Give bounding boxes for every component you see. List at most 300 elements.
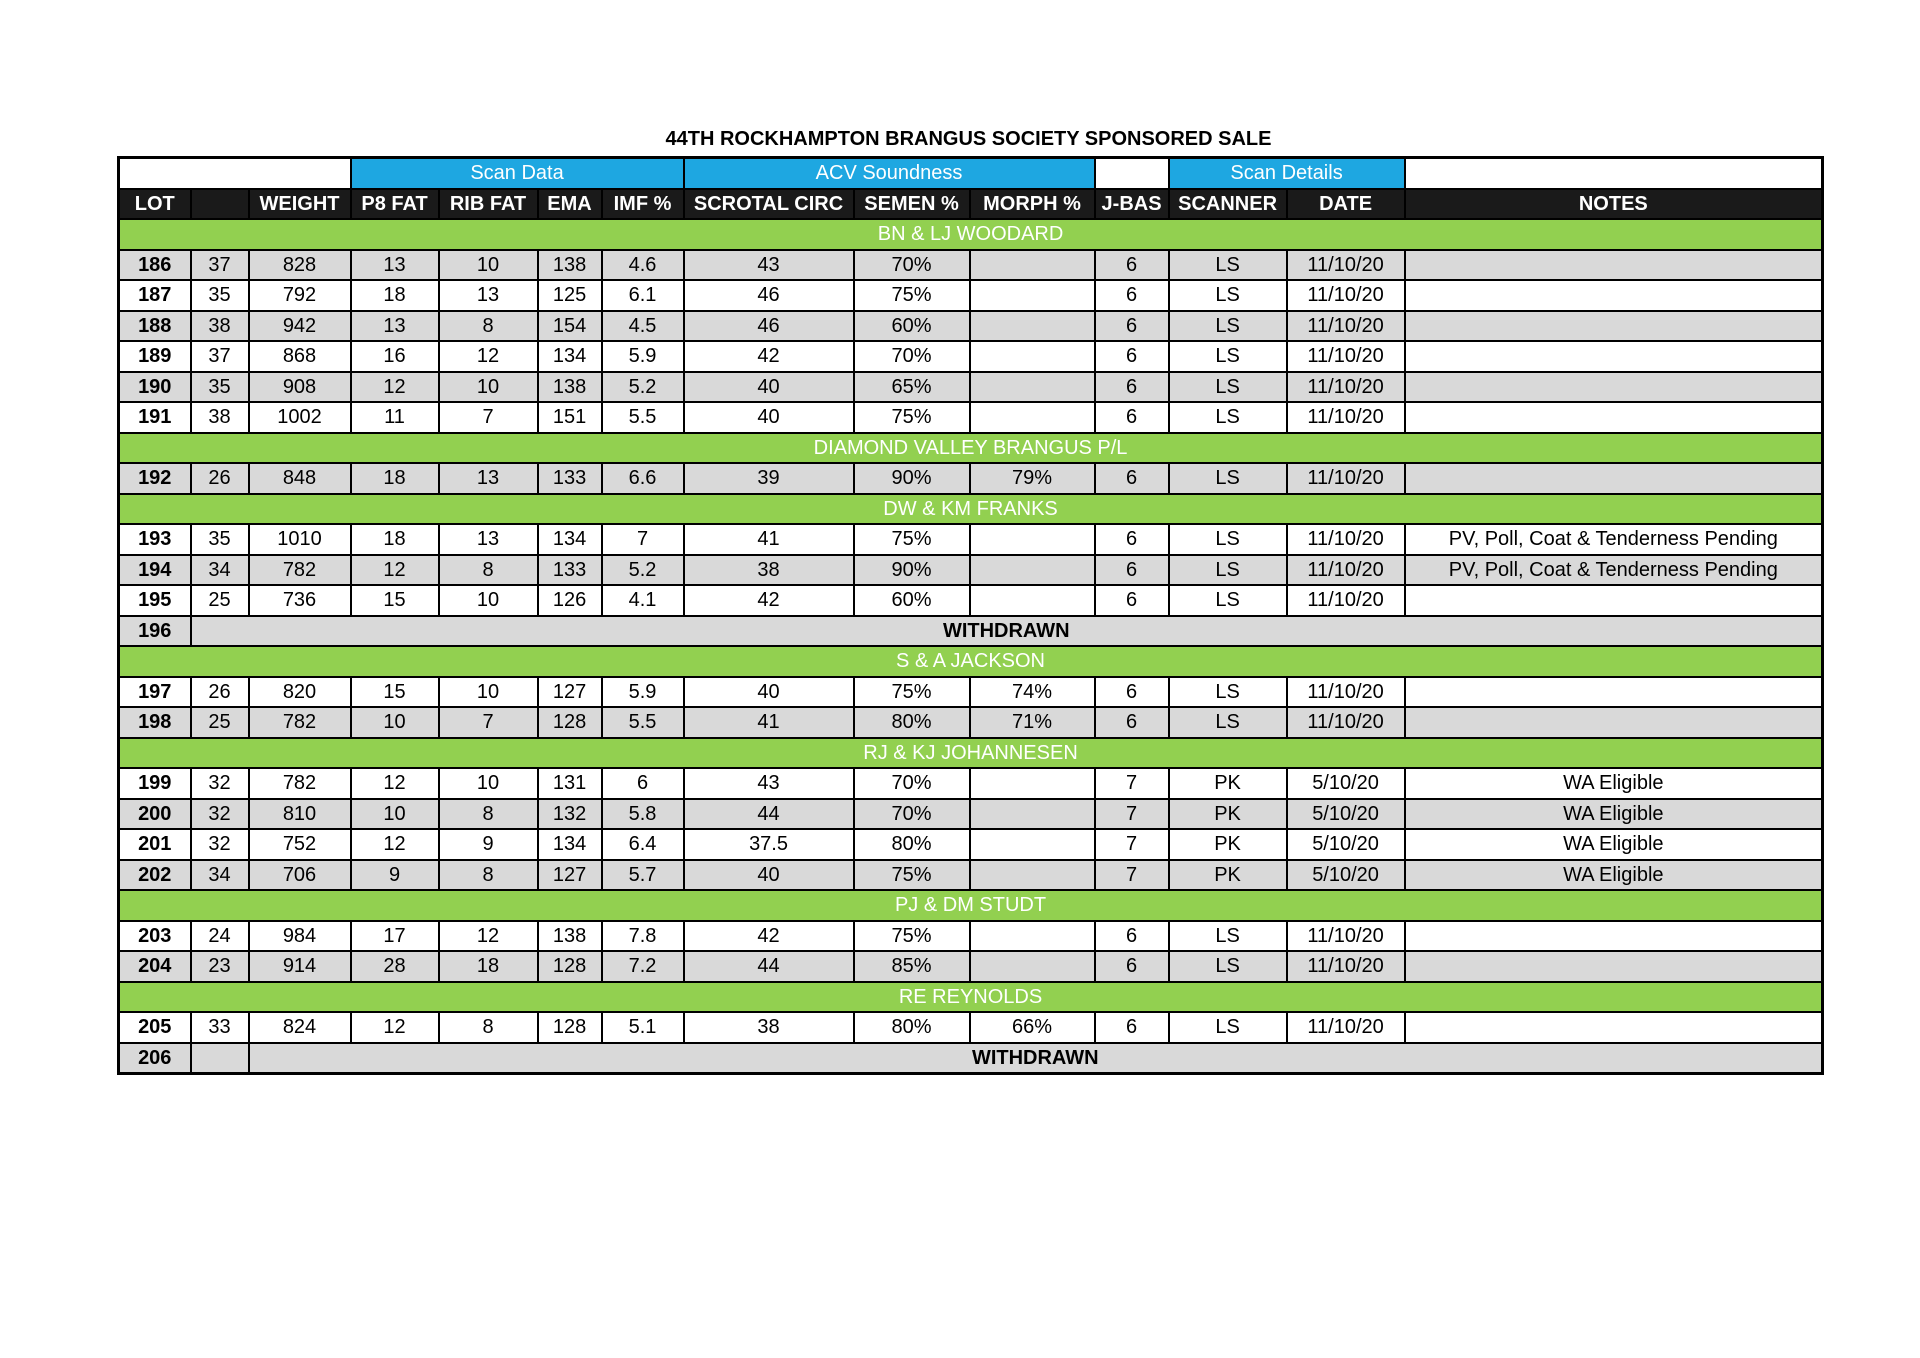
table-row: [119, 585, 1823, 616]
owner-name: RJ & KJ JOHANNESEN: [119, 738, 1823, 769]
table-cell: 5/10/20: [1287, 768, 1405, 799]
table-cell: [1405, 951, 1823, 982]
table-cell: LS: [1169, 372, 1287, 403]
column-header: SCROTAL CIRC: [684, 189, 854, 220]
table-cell: [1405, 280, 1823, 311]
table-cell: LS: [1169, 341, 1287, 372]
lot-cell: 203: [119, 921, 191, 952]
table-cell: [970, 555, 1095, 586]
table-cell: LS: [1169, 250, 1287, 281]
table-cell: 33: [191, 1012, 249, 1043]
table-cell: 7: [439, 707, 538, 738]
table-cell: 18: [351, 280, 439, 311]
table-cell: 16: [351, 341, 439, 372]
table-cell: 7.8: [602, 921, 684, 952]
table-cell: 75%: [854, 921, 970, 952]
table-cell: 6: [1095, 677, 1169, 708]
owner-row: [119, 738, 1823, 769]
table-cell: 7: [1095, 860, 1169, 891]
table-cell: 32: [191, 829, 249, 860]
table-cell: PK: [1169, 799, 1287, 830]
table-cell: 6: [602, 768, 684, 799]
table-cell: 41: [684, 707, 854, 738]
table-cell: [970, 799, 1095, 830]
table-cell: 6: [1095, 463, 1169, 494]
column-header: SCANNER: [1169, 189, 1287, 220]
table-cell: [970, 280, 1095, 311]
table-cell: LS: [1169, 463, 1287, 494]
table-cell: 46: [684, 280, 854, 311]
table-cell: 6: [1095, 250, 1169, 281]
table-cell: 60%: [854, 311, 970, 342]
table-cell: 10: [351, 799, 439, 830]
table-cell: 25: [191, 707, 249, 738]
table-cell: 782: [249, 555, 351, 586]
table-cell: 80%: [854, 707, 970, 738]
table-row: [119, 677, 1823, 708]
page-title: 44TH ROCKHAMPTON BRANGUS SOCIETY SPONSORED SALE: [665, 128, 1272, 150]
table-cell: 11/10/20: [1287, 585, 1405, 616]
table-cell: 5.1: [602, 1012, 684, 1043]
table-cell: LS: [1169, 524, 1287, 555]
table-cell: 820: [249, 677, 351, 708]
table-cell: 6: [1095, 585, 1169, 616]
table-cell: 13: [439, 280, 538, 311]
table-cell: 40: [684, 402, 854, 433]
table-cell: 13: [351, 311, 439, 342]
table-cell: 28: [351, 951, 439, 982]
table-cell: [1405, 463, 1823, 494]
table-row: [119, 829, 1823, 860]
table-cell: 42: [684, 921, 854, 952]
table-cell: 6: [1095, 341, 1169, 372]
column-header: EMA: [538, 189, 602, 220]
lot-cell: 199: [119, 768, 191, 799]
table-cell: 6: [1095, 707, 1169, 738]
table-cell: 12: [351, 1012, 439, 1043]
table-cell: LS: [1169, 921, 1287, 952]
table-cell: 6: [1095, 280, 1169, 311]
column-header: LOT: [119, 189, 191, 220]
owner-row: [119, 890, 1823, 921]
lot-cell: 195: [119, 585, 191, 616]
table-cell: 138: [538, 921, 602, 952]
table-cell: 71%: [970, 707, 1095, 738]
owner-name: BN & LJ WOODARD: [119, 219, 1823, 250]
table-cell: 11/10/20: [1287, 463, 1405, 494]
table-cell: [1405, 677, 1823, 708]
table-cell: [1405, 707, 1823, 738]
table-cell: [970, 768, 1095, 799]
table-cell: 12: [351, 829, 439, 860]
table-cell: 128: [538, 707, 602, 738]
table-cell: 134: [538, 524, 602, 555]
table-cell: 75%: [854, 677, 970, 708]
lot-cell: 192: [119, 463, 191, 494]
table-cell: 8: [439, 860, 538, 891]
lot-cell: 200: [119, 799, 191, 830]
table-cell: 11/10/20: [1287, 555, 1405, 586]
column-header: IMF %: [602, 189, 684, 220]
table-cell: 38: [684, 1012, 854, 1043]
group-header-blank: [119, 158, 351, 189]
table-cell: 5.9: [602, 677, 684, 708]
table-cell: 133: [538, 463, 602, 494]
table-cell: 7: [602, 524, 684, 555]
table-cell: 5.8: [602, 799, 684, 830]
table-cell: 18: [351, 463, 439, 494]
group-header-scan-details: Scan Details: [1169, 158, 1405, 189]
table-cell: 90%: [854, 463, 970, 494]
table-cell: 11/10/20: [1287, 921, 1405, 952]
table-cell: [970, 524, 1095, 555]
table-cell: WA Eligible: [1405, 860, 1823, 891]
table-cell: 126: [538, 585, 602, 616]
table-cell: 11/10/20: [1287, 1012, 1405, 1043]
table-cell: 125: [538, 280, 602, 311]
column-header: MORPH %: [970, 189, 1095, 220]
table-cell: 6.1: [602, 280, 684, 311]
table-cell: 11/10/20: [1287, 341, 1405, 372]
table-cell: 12: [439, 921, 538, 952]
table-cell: 38: [191, 402, 249, 433]
table-cell: 6: [1095, 951, 1169, 982]
column-header: WEIGHT: [249, 189, 351, 220]
table-cell: 10: [439, 768, 538, 799]
table-cell: 32: [191, 768, 249, 799]
owner-row: [119, 982, 1823, 1013]
table-cell: LS: [1169, 402, 1287, 433]
table-cell: 10: [439, 585, 538, 616]
table-row: [119, 555, 1823, 586]
table-cell: 7: [1095, 768, 1169, 799]
table-cell: 848: [249, 463, 351, 494]
table-cell: PV, Poll, Coat & Tenderness Pending: [1405, 524, 1823, 555]
withdrawn-label: WITHDRAWN: [191, 616, 1823, 647]
table-cell: 5/10/20: [1287, 860, 1405, 891]
table-row: [119, 280, 1823, 311]
table-cell: 70%: [854, 341, 970, 372]
lot-cell: 204: [119, 951, 191, 982]
table-cell: 6: [1095, 524, 1169, 555]
table-cell: 12: [439, 341, 538, 372]
table-cell: [1405, 341, 1823, 372]
table-cell: 13: [439, 463, 538, 494]
table-cell: 11/10/20: [1287, 524, 1405, 555]
table-row: [119, 250, 1823, 281]
lot-cell: 191: [119, 402, 191, 433]
table-cell: 134: [538, 341, 602, 372]
table-cell: 11/10/20: [1287, 311, 1405, 342]
table-cell: 15: [351, 585, 439, 616]
table-cell: 6: [1095, 402, 1169, 433]
table-cell: 44: [684, 951, 854, 982]
table-cell: PK: [1169, 768, 1287, 799]
table-cell: 66%: [970, 1012, 1095, 1043]
table-cell: 90%: [854, 555, 970, 586]
table-cell: 35: [191, 372, 249, 403]
group-header-blank: [1405, 158, 1823, 189]
owner-name: DW & KM FRANKS: [119, 494, 1823, 525]
table-cell: 11/10/20: [1287, 402, 1405, 433]
table-cell: 5.2: [602, 555, 684, 586]
table-cell: 12: [351, 555, 439, 586]
table-cell: 25: [191, 585, 249, 616]
table-row: [119, 1012, 1823, 1043]
table-cell: LS: [1169, 677, 1287, 708]
column-header: P8 FAT: [351, 189, 439, 220]
table-cell: 128: [538, 1012, 602, 1043]
table-row: [119, 524, 1823, 555]
table-cell: LS: [1169, 280, 1287, 311]
table-cell: 7: [439, 402, 538, 433]
table-cell: 38: [684, 555, 854, 586]
table-cell: 4.5: [602, 311, 684, 342]
table-cell: 5.5: [602, 707, 684, 738]
table-cell: 10: [351, 707, 439, 738]
table-cell: 134: [538, 829, 602, 860]
lot-cell: 186: [119, 250, 191, 281]
table-cell: 7: [1095, 799, 1169, 830]
owner-row: [119, 646, 1823, 677]
table-cell: 13: [351, 250, 439, 281]
table-cell: 11/10/20: [1287, 677, 1405, 708]
table-cell: 138: [538, 250, 602, 281]
table-cell: 12: [351, 372, 439, 403]
table-cell: 914: [249, 951, 351, 982]
table-cell: [1405, 921, 1823, 952]
table-cell: LS: [1169, 707, 1287, 738]
table-cell: 70%: [854, 799, 970, 830]
table-cell: 128: [538, 951, 602, 982]
table-cell: 782: [249, 707, 351, 738]
withdrawn-row: [119, 616, 1823, 647]
table-cell: 15: [351, 677, 439, 708]
lot-cell: 188: [119, 311, 191, 342]
table-cell: 70%: [854, 250, 970, 281]
table-cell: 868: [249, 341, 351, 372]
table-cell: 824: [249, 1012, 351, 1043]
column-header: SEMEN %: [854, 189, 970, 220]
table-cell: WA Eligible: [1405, 799, 1823, 830]
table-cell: [1405, 372, 1823, 403]
group-header-row: [119, 158, 1823, 189]
table-row: [119, 372, 1823, 403]
table-cell: [191, 1043, 249, 1074]
lot-cell: 194: [119, 555, 191, 586]
table-cell: 11/10/20: [1287, 280, 1405, 311]
lot-cell: 198: [119, 707, 191, 738]
table-cell: 6: [1095, 921, 1169, 952]
table-row: [119, 860, 1823, 891]
table-cell: 131: [538, 768, 602, 799]
lot-cell: 202: [119, 860, 191, 891]
lot-cell: 201: [119, 829, 191, 860]
table-cell: [1405, 311, 1823, 342]
table-cell: 127: [538, 860, 602, 891]
table-cell: 10: [439, 372, 538, 403]
table-cell: 37: [191, 341, 249, 372]
table-cell: 40: [684, 372, 854, 403]
column-header: DATE: [1287, 189, 1405, 220]
table-cell: 23: [191, 951, 249, 982]
sale-table: [117, 156, 1824, 1075]
owner-row: [119, 494, 1823, 525]
owner-row: [119, 433, 1823, 464]
table-cell: 65%: [854, 372, 970, 403]
table-cell: 133: [538, 555, 602, 586]
table-cell: 39: [684, 463, 854, 494]
table-cell: 10: [439, 677, 538, 708]
group-header-acv-soundness: ACV Soundness: [684, 158, 1095, 189]
table-cell: LS: [1169, 1012, 1287, 1043]
table-cell: 154: [538, 311, 602, 342]
table-cell: LS: [1169, 311, 1287, 342]
table-cell: 35: [191, 280, 249, 311]
table-cell: PV, Poll, Coat & Tenderness Pending: [1405, 555, 1823, 586]
table-cell: 5.7: [602, 860, 684, 891]
table-cell: 70%: [854, 768, 970, 799]
table-cell: 6: [1095, 311, 1169, 342]
table-cell: 18: [439, 951, 538, 982]
table-cell: [1405, 585, 1823, 616]
table-cell: 810: [249, 799, 351, 830]
table-cell: [970, 860, 1095, 891]
table-cell: 37: [191, 250, 249, 281]
table-cell: 8: [439, 1012, 538, 1043]
table-row: [119, 707, 1823, 738]
table-cell: 151: [538, 402, 602, 433]
table-cell: 6.4: [602, 829, 684, 860]
table-cell: 11/10/20: [1287, 250, 1405, 281]
table-row: [119, 402, 1823, 433]
table-cell: [970, 341, 1095, 372]
table-cell: LS: [1169, 585, 1287, 616]
group-header-scan-data: Scan Data: [351, 158, 684, 189]
table-cell: 75%: [854, 402, 970, 433]
table-cell: 74%: [970, 677, 1095, 708]
table-cell: [970, 829, 1095, 860]
column-header: NOTES: [1405, 189, 1823, 220]
table-cell: 34: [191, 555, 249, 586]
table-cell: 35: [191, 524, 249, 555]
table-cell: 8: [439, 311, 538, 342]
lot-cell: 187: [119, 280, 191, 311]
table-cell: 132: [538, 799, 602, 830]
withdrawn-row: [119, 1043, 1823, 1074]
table-cell: 908: [249, 372, 351, 403]
table-cell: 37.5: [684, 829, 854, 860]
table-cell: 46: [684, 311, 854, 342]
table-cell: [1405, 250, 1823, 281]
table-cell: 11: [351, 402, 439, 433]
withdrawn-label: WITHDRAWN: [249, 1043, 1823, 1074]
table-cell: [1405, 1012, 1823, 1043]
lot-cell: 206: [119, 1043, 191, 1074]
table-cell: 7: [1095, 829, 1169, 860]
table-cell: [970, 921, 1095, 952]
owner-name: DIAMOND VALLEY BRANGUS P/L: [119, 433, 1823, 464]
table-cell: 792: [249, 280, 351, 311]
table-cell: 942: [249, 311, 351, 342]
table-cell: 984: [249, 921, 351, 952]
owner-name: RE REYNOLDS: [119, 982, 1823, 1013]
table-cell: 17: [351, 921, 439, 952]
table-cell: 4.6: [602, 250, 684, 281]
table-cell: WA Eligible: [1405, 768, 1823, 799]
table-cell: 18: [351, 524, 439, 555]
table-cell: 85%: [854, 951, 970, 982]
table-cell: 75%: [854, 860, 970, 891]
table-cell: 6: [1095, 1012, 1169, 1043]
table-cell: 1010: [249, 524, 351, 555]
table-row: [119, 463, 1823, 494]
lot-cell: 196: [119, 616, 191, 647]
lot-cell: 190: [119, 372, 191, 403]
table-cell: [970, 372, 1095, 403]
table-cell: 7.2: [602, 951, 684, 982]
lot-cell: 197: [119, 677, 191, 708]
table-cell: PK: [1169, 860, 1287, 891]
table-cell: 26: [191, 463, 249, 494]
table-cell: [970, 585, 1095, 616]
table-cell: 5/10/20: [1287, 829, 1405, 860]
table-cell: 706: [249, 860, 351, 891]
table-cell: 60%: [854, 585, 970, 616]
lot-cell: 205: [119, 1012, 191, 1043]
table-cell: 782: [249, 768, 351, 799]
table-cell: 10: [439, 250, 538, 281]
table-cell: 9: [351, 860, 439, 891]
table-cell: [970, 311, 1095, 342]
table-cell: 41: [684, 524, 854, 555]
table-cell: 44: [684, 799, 854, 830]
table-cell: WA Eligible: [1405, 829, 1823, 860]
table-cell: LS: [1169, 555, 1287, 586]
table-cell: 752: [249, 829, 351, 860]
table-cell: 24: [191, 921, 249, 952]
owner-name: PJ & DM STUDT: [119, 890, 1823, 921]
table-cell: 40: [684, 860, 854, 891]
table-cell: 11/10/20: [1287, 372, 1405, 403]
table-cell: 4.1: [602, 585, 684, 616]
table-cell: 38: [191, 311, 249, 342]
table-row: [119, 799, 1823, 830]
table-cell: 8: [439, 799, 538, 830]
column-header: RIB FAT: [439, 189, 538, 220]
table-cell: PK: [1169, 829, 1287, 860]
owner-row: [119, 219, 1823, 250]
table-cell: [970, 250, 1095, 281]
table-cell: 8: [439, 555, 538, 586]
lot-cell: 193: [119, 524, 191, 555]
table-cell: 12: [351, 768, 439, 799]
table-cell: 42: [684, 341, 854, 372]
table-cell: 75%: [854, 524, 970, 555]
table-cell: 9: [439, 829, 538, 860]
table-cell: 80%: [854, 829, 970, 860]
table-row: [119, 951, 1823, 982]
table-cell: 127: [538, 677, 602, 708]
table-cell: 42: [684, 585, 854, 616]
table-cell: 43: [684, 250, 854, 281]
table-cell: 5.2: [602, 372, 684, 403]
table-cell: 5.5: [602, 402, 684, 433]
owner-name: S & A JACKSON: [119, 646, 1823, 677]
table-cell: [970, 951, 1095, 982]
table-cell: 79%: [970, 463, 1095, 494]
table-cell: 1002: [249, 402, 351, 433]
